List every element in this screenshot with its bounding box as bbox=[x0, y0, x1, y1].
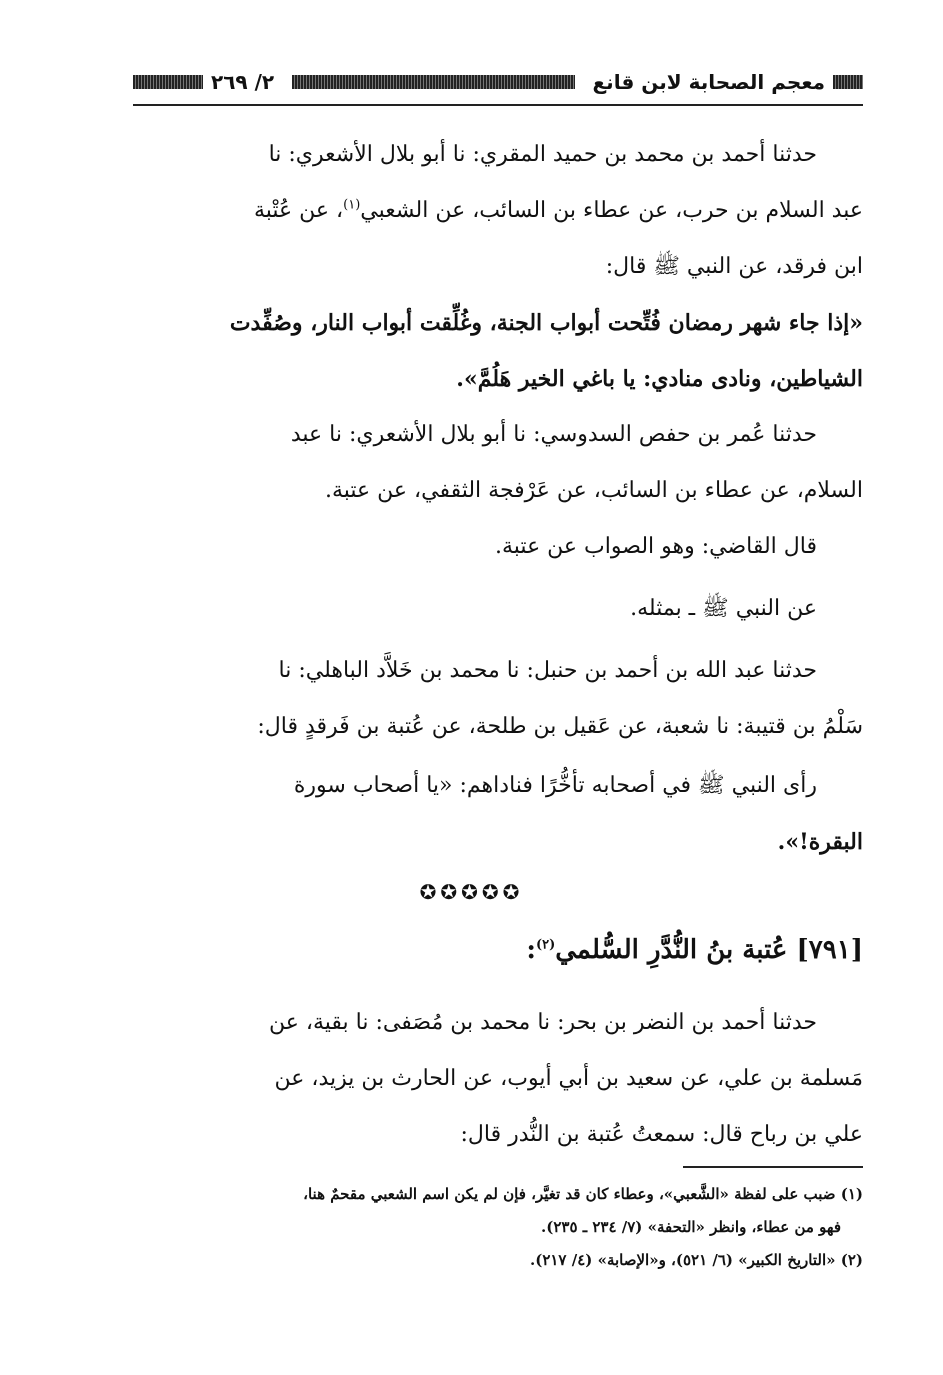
text-line: سَلْمُ بن قتيبة: نا شعبة، عن عَقيل بن طلحة، عن عُتبة بن فَرقدٍ قال: bbox=[257, 714, 863, 739]
footnote-rule bbox=[683, 1166, 863, 1168]
header-ornament-right bbox=[833, 75, 863, 89]
book-title: معجم الصحابة لابن قانع bbox=[592, 70, 825, 94]
footnote-1-line: (١) ضبب على لفظة «الشَّعبي»، وعطاء كان قد تغيَّر، فإن لم يكن اسم الشعبي مقحمٌ هنا، bbox=[303, 1185, 863, 1203]
header-ornament-left bbox=[133, 75, 203, 89]
text-line: حدثنا أحمد بن النضر بن بحر: نا محمد بن مُصَفى: نا بقية، عن bbox=[269, 1010, 817, 1035]
text-segment: عبد السلام بن حرب، عن عطاء بن السائب، عن الشعبي bbox=[360, 198, 863, 223]
entry-heading bbox=[133, 920, 863, 980]
footnote-marker[interactable]: (١) bbox=[343, 197, 361, 213]
paragraph-isnad-3 bbox=[133, 643, 863, 755]
hadith-text-2 bbox=[133, 758, 863, 870]
header-ornament-middle bbox=[292, 75, 574, 89]
footnotes bbox=[133, 1178, 863, 1277]
page-number: ٢/ ٢٦٩ bbox=[211, 70, 275, 94]
paragraph-isnad-4 bbox=[133, 995, 863, 1163]
text-line: حدثنا عُمر بن حفص السدوسي: نا أبو بلال الأشعري: نا عبد bbox=[290, 422, 817, 447]
text-line: السلام، عن عطاء بن السائب، عن عَرْفجة الثقفي، عن عتبة. bbox=[324, 478, 863, 503]
text-line: «إذا جاء شهر رمضان فُتِّحت أبواب الجنة، وغُلِّقت أبواب النار، وصُفِّدت bbox=[229, 310, 863, 336]
text-line: قال القاضي: وهو الصواب عن عتبة. bbox=[495, 534, 817, 559]
footnote-2: (٢) «التاريخ الكبير» (٦/ ٥٢١)، و«الإصابة» (٤/ ٢١٧). bbox=[529, 1251, 863, 1269]
paragraph-isnad-2 bbox=[133, 407, 863, 519]
text-line: مَسلمة بن علي، عن سعيد بن أبي أيوب، عن الحارث بن يزيد، عن bbox=[274, 1066, 863, 1091]
entry-title: [٧٩١] عُتبة بنُ النُّدَّرِ السُّلمي bbox=[555, 935, 863, 965]
text-line: عن النبي ﷺ ـ بمثله. bbox=[630, 596, 817, 621]
section-separator: ✪✪✪✪✪ bbox=[419, 880, 524, 904]
text-line: حدثنا عبد الله بن أحمد بن حنبل: نا محمد بن خَلاَّد الباهلي: نا bbox=[278, 658, 817, 683]
footnote-marker[interactable]: (٢) bbox=[535, 937, 556, 953]
text-line: حدثنا أحمد بن محمد بن حميد المقري: نا أبو بلال الأشعري: نا bbox=[268, 142, 817, 167]
entry-colon: : bbox=[526, 935, 536, 965]
text-line: ابن فرقد، عن النبي ﷺ قال: bbox=[605, 254, 863, 279]
header-rule bbox=[133, 104, 863, 106]
text-line: رأى النبي ﷺ في أصحابه تأخُّرًا فناداهم: «يا أصحاب سورة bbox=[293, 773, 817, 798]
text-line: الشياطين، ونادى منادي: يا باغي الخير هَلُمَّ». bbox=[456, 366, 863, 392]
paragraph-mithluhu bbox=[133, 581, 863, 637]
footnote-1-line: فهو من عطاء، وانظر «التحفة» (٧/ ٢٣٤ ـ ٢٣٥). bbox=[541, 1218, 841, 1236]
hadith-text-1 bbox=[133, 295, 863, 407]
paragraph-qadi-remark bbox=[133, 519, 863, 575]
paragraph-isnad-1 bbox=[133, 127, 863, 295]
running-header bbox=[133, 62, 863, 102]
text-line: البقرة!». bbox=[777, 829, 863, 855]
text-line bbox=[133, 183, 863, 239]
text-segment: ، عن عُتْبة bbox=[253, 198, 344, 223]
text-line: علي بن رباح قال: سمعتُ عُتبة بن النُّدر قال: bbox=[460, 1122, 863, 1147]
